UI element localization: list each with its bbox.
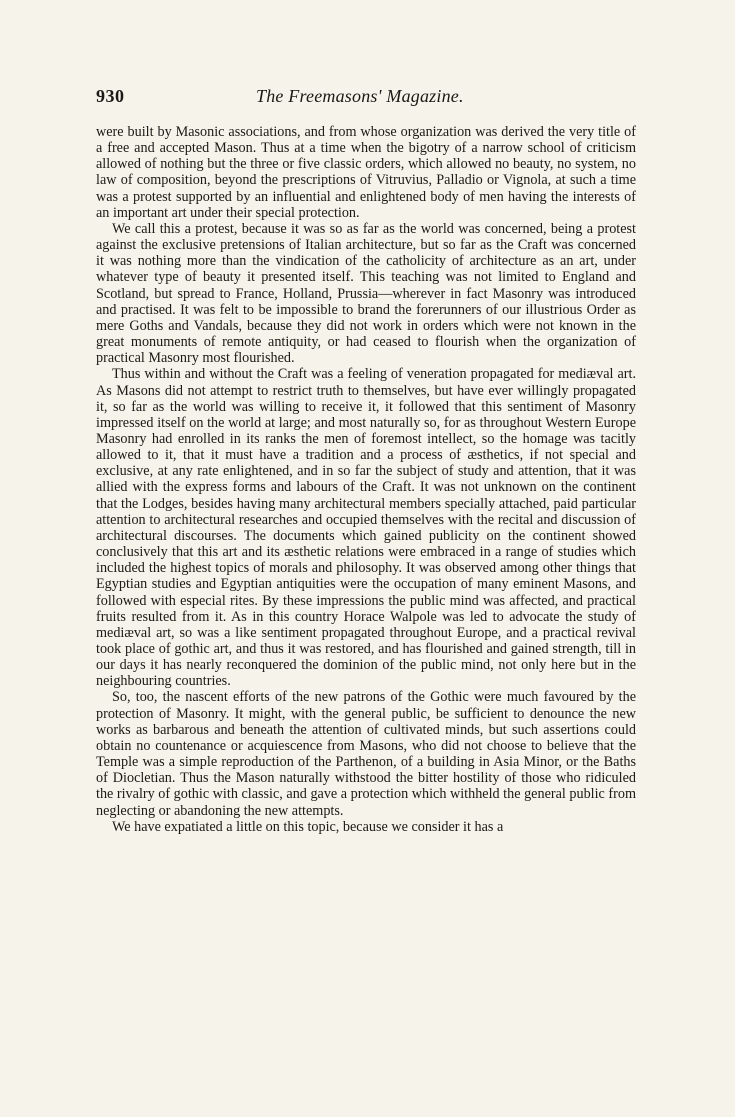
paragraph: We call this a protest, because it was so as far as the world was concerned, being a protest against the exclusive pretensions of Italian architecture, but so far as the Craft was concerned it was nothing more than the vindication of the catholicity of architecture as an art, under whatever type of beauty it presented itself. This teaching was not limited to England and Scotland, but spread to France, Holland, Prussia—wherever in fact Masonry was introduced and practised. It was felt to be impossible to brand the forerunners of our illustrious Order as mere Goths and Vandals, because they did not work in orders which were not known in the great monuments of remote antiquity, or had ceased to flourish when the organization of practical Masonry most flourished.	[96, 220, 636, 367]
article-body	[96, 124, 636, 835]
magazine-page	[96, 86, 636, 835]
paragraph: So, too, the nascent efforts of the new patrons of the Gothic were much favoured by the protection of Masonry. It might, with the general public, be sufficient to denounce the new works as barbarous and beneath the attention of cultivated minds, but such assertions could obtain no countenance or acquiescence from Masons, who did not choose to believe that the Temple was a simple reproduction of the Parthenon, of a building in Asia Minor, or the Baths of Diocletian. Thus the Mason naturally withstood the bitter hostility of those who ridiculed the rivalry of gothic with classic, and gave a protection which withheld the general public from neglecting or abandoning the new attempts.	[96, 689, 636, 819]
paragraph: We have expatiated a little on this topic, because we consider it has a	[112, 818, 504, 835]
paragraph: were built by Masonic associations, and from whose organization was derived the very title of a free and accepted Mason. Thus at a time when the bigotry of a narrow school of criticism allowed of nothing but the three or five classic orders, which allowed no beauty, no system, no law of composition, beyond the prescriptions of Vitruvius, Palladio or Vignola, at such a time was a protest supported by an influential and enlightened body of men having the interests of an important art under their special protection.	[96, 124, 636, 221]
page-number: 930	[96, 86, 125, 106]
page-header	[96, 86, 636, 114]
paragraph: Thus within and without the Craft was a feeling of veneration propagated for mediæval art. As Masons did not attempt to restrict truth to themselves, but have ever willingly propagated it, so far as the world was willing to receive it, it followed that this sentiment of Masonry impressed itself on the world at large; and most naturally so, for as throughout Western Europe Masonry had enrolled in its ranks the men of foremost intellect, so the homage was tacitly allowed to it, that it must have a tradition and a process of æsthetics, if not special and exclusive, at any rate enlightened, and in so far the subject of study and attention, that it was allied with the express forms and labours of the Craft. It was not unknown on the continent that the Lodges, besides having many architectural members specially attached, paid particular attention to architectural researches and occupied themselves with the recital and discussion of architectural discourses. The documents which gained publicity on the continent showed conclusively that this art and its æsthetic relations were embraced in a range of studies which included the highest topics of morals and philosophy. It was observed among other things that Egyptian studies and Egyptian antiquities were the occupation of many eminent Masons, and followed with especial rites. By these impressions the public mind was affected, and practical fruits resulted from it. As in this country Horace Walpole was led to advocate the study of mediæval art, so was a like sentiment propagated throughout Europe, and a practical revival took place of gothic art, and thus it was restored, and has flourished and gained strength, till in our days it has nearly reconquered the dominion of the public mind, not only here but in the neighbouring countries.	[96, 366, 636, 690]
running-title: The Freemasons' Magazine.	[256, 86, 464, 106]
